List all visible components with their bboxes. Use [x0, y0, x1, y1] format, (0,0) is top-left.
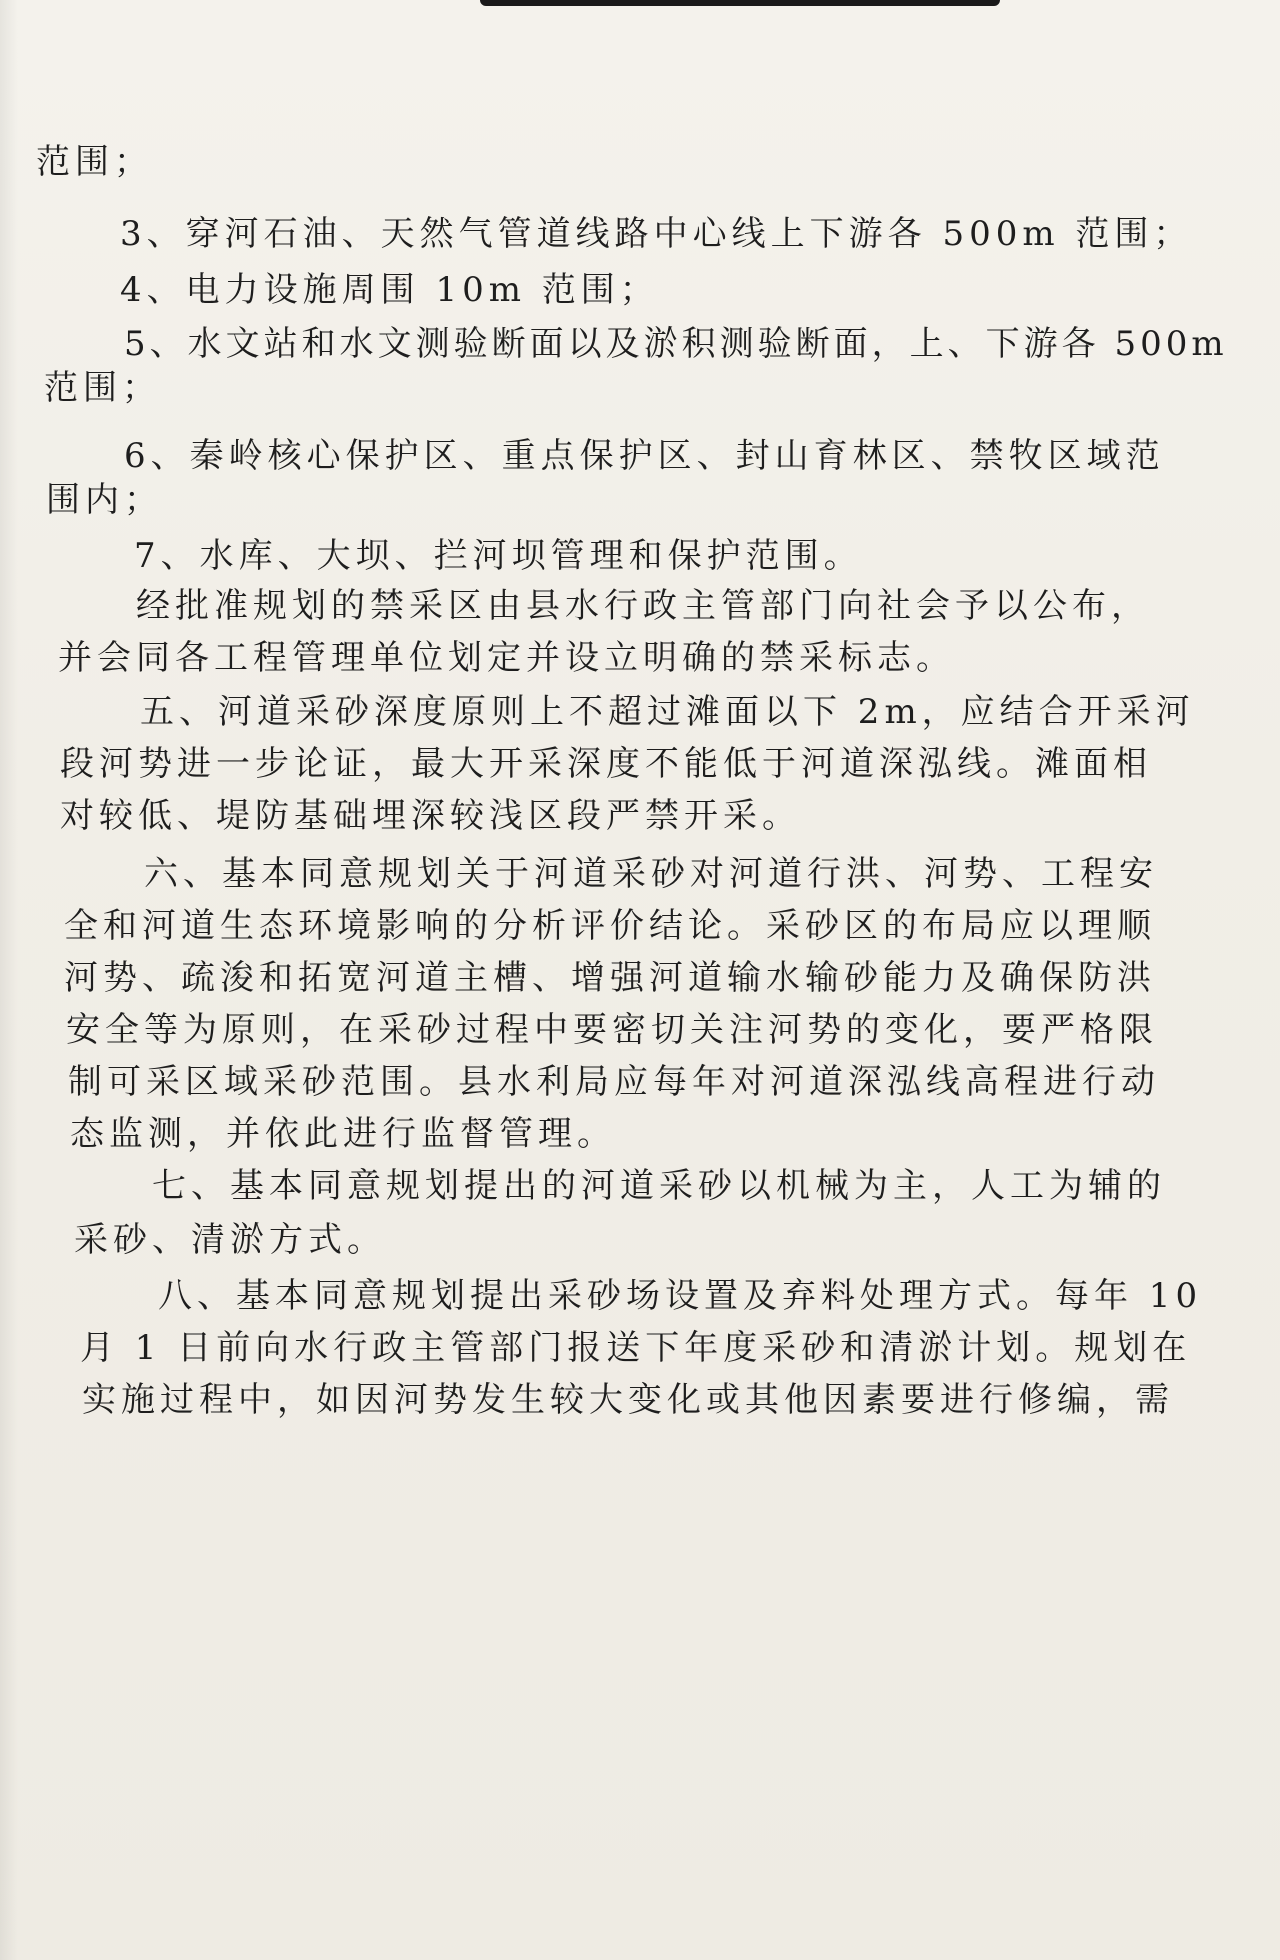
text-line: 4、电力设施周围 10m 范围； — [120, 270, 659, 310]
text-line: 对较低、堤防基础埋深较浅区段严禁开采。 — [60, 796, 801, 836]
text-line: 七、基本同意规划提出的河道采砂以机械为主，人工为辅的 — [152, 1166, 1166, 1206]
text-line: 实施过程中，如因河势发生较大变化或其他因素要进行修编，需 — [82, 1380, 1174, 1420]
text-line: 六、基本同意规划关于河道采砂对河道行洪、河势、工程安 — [144, 854, 1158, 894]
text-line: 范围； — [36, 142, 153, 182]
text-line: 3、穿河石油、天然气管道线路中心线上下游各 500m 范围； — [120, 214, 1193, 254]
text-line: 6、秦岭核心保护区、重点保护区、封山育林区、禁牧区域范 — [124, 436, 1165, 476]
text-line: 7、水库、大坝、拦河坝管理和保护范围。 — [134, 536, 863, 576]
text-line: 月 1 日前向水行政主管部门报送下年度采砂和清淤计划。规划在 — [80, 1328, 1192, 1368]
text-line: 五、河道采砂深度原则上不超过滩面以下 2m，应结合开采河 — [140, 692, 1195, 732]
text-line: 5、水文站和水文测验断面以及淤积测验断面，上、下游各 500m — [124, 324, 1228, 364]
text-line: 河势、疏浚和拓宽河道主槽、增强河道输水输砂能力及确保防洪 — [64, 958, 1156, 998]
text-line: 态监测，并依此进行监督管理。 — [70, 1114, 616, 1154]
text-line: 制可采区域采砂范围。县水利局应每年对河道深泓线高程进行动 — [68, 1062, 1160, 1102]
text-line: 安全等为原则，在采砂过程中要密切关注河势的变化，要严格限 — [66, 1010, 1158, 1050]
text-line: 全和河道生态环境影响的分析评价结论。采砂区的布局应以理顺 — [64, 906, 1156, 946]
text-line: 采砂、清淤方式。 — [74, 1220, 386, 1260]
text-line: 经批准规划的禁采区由县水行政主管部门向社会予以公布， — [136, 586, 1150, 626]
text-line: 并会同各工程管理单位划定并设立明确的禁采标志。 — [58, 638, 955, 678]
text-line: 八、基本同意规划提出采砂场设置及弃料处理方式。每年 10 — [158, 1276, 1203, 1316]
text-line: 范围； — [44, 368, 161, 408]
text-line: 段河势进一步论证，最大开采深度不能低于河道深泓线。滩面相 — [60, 744, 1152, 784]
text-line: 围内； — [46, 480, 163, 520]
